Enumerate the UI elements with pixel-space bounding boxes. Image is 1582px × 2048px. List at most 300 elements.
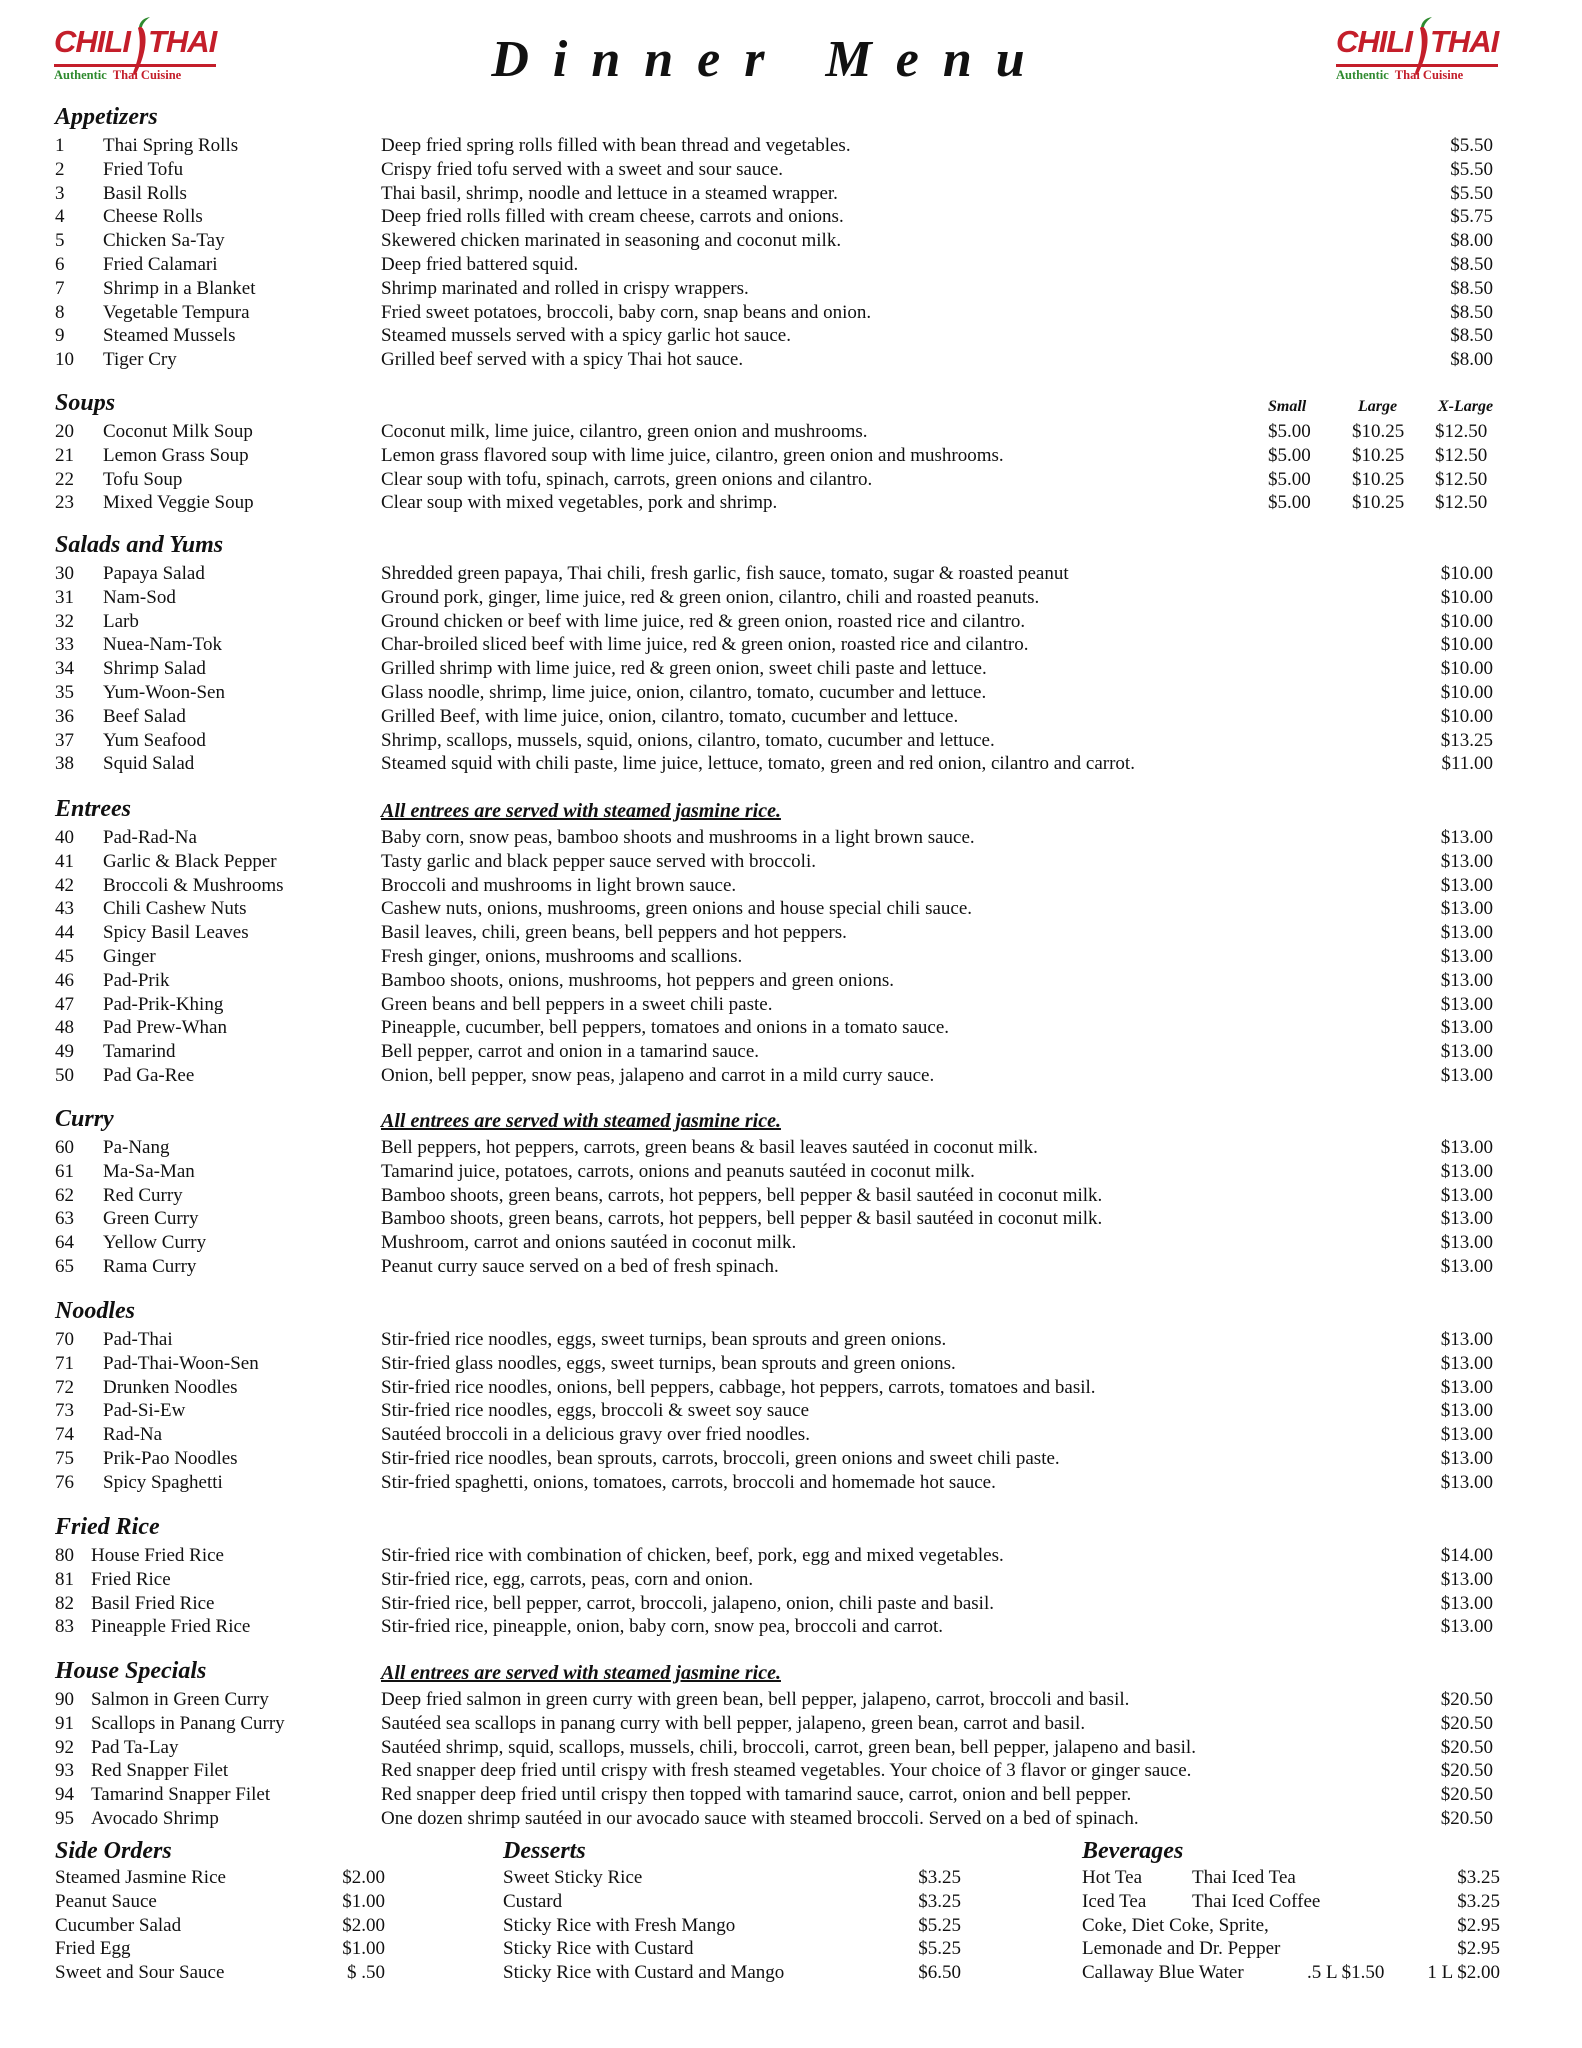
item-number: 45: [55, 945, 74, 967]
section-title: House Specials: [55, 1658, 207, 1684]
item-price: $20.50: [1440, 1760, 1493, 1782]
item-description: Stir-fried spaghetti, onions, tomatoes, carrots, broccoli and homemade hot sauce.: [381, 1471, 996, 1493]
item-price: $8.00: [1450, 230, 1493, 252]
item-description: Ground pork, ginger, lime juice, red & green onion, cilantro, chili and roasted peanuts.: [381, 586, 1040, 608]
item-description: Bell pepper, carrot and onion in a tamarind sauce.: [381, 1041, 760, 1063]
item-name: Sticky Rice with Custard: [503, 1938, 694, 1960]
menu-item: [55, 1352, 1505, 1376]
noodles-list: [55, 1328, 1505, 1495]
item-name: Broccoli & Mushrooms: [103, 874, 284, 896]
item-price: $13.00: [1440, 1255, 1493, 1277]
menu-item: [55, 1688, 1505, 1712]
item-price: 1 L $2.00: [1427, 1962, 1500, 1984]
item-name: Custard: [503, 1890, 563, 1912]
menu-item: [55, 205, 1505, 229]
item-price: $13.00: [1440, 898, 1493, 920]
menu-item: [55, 1866, 385, 1890]
section-title: Noodles: [55, 1298, 135, 1324]
item-price: $10.00: [1440, 563, 1493, 584]
item-name: Pad-Rad-Na: [103, 827, 197, 848]
item-price: $13.00: [1440, 922, 1493, 944]
item-price-small: .5 L $1.50: [1307, 1962, 1385, 1984]
item-description: Grilled beef served with a spicy Thai hot sauce.: [381, 349, 744, 371]
item-price: $13.00: [1440, 1329, 1493, 1350]
item-description: Shredded green papaya, Thai chili, fresh garlic, fish sauce, tomato, sugar & roasted peanut: [381, 563, 1069, 584]
item-description: One dozen shrimp sautéed in our avocado sauce with steamed broccoli. Served on a bed of spinach.: [381, 1807, 1139, 1829]
menu-item: [55, 348, 1505, 372]
section-appetizers: [55, 104, 1505, 372]
item-description: Deep fried spring rolls filled with bean thread and vegetables.: [381, 135, 851, 156]
item-description: Stir-fried rice with combination of chicken, beef, pork, egg and mixed vegetables.: [381, 1545, 1004, 1566]
menu-item: [55, 752, 1505, 776]
menu-item: [55, 1592, 1505, 1616]
item-name: Callaway Blue Water: [1082, 1962, 1244, 1984]
item-price: $1.00: [342, 1890, 385, 1912]
item-price: $13.00: [1440, 993, 1493, 1015]
item-description: Sautéed broccoli in a delicious gravy over fried noodles.: [381, 1424, 810, 1446]
item-price: $5.50: [1450, 182, 1493, 204]
item-name: Pad Prew-Whan: [103, 1017, 227, 1039]
item-number: 5: [55, 230, 65, 252]
item-price: $13.00: [1440, 1447, 1493, 1469]
item-price: $13.00: [1440, 874, 1493, 896]
item-price: $13.25: [1440, 729, 1493, 751]
item-name: Pad Ta-Lay: [91, 1736, 179, 1758]
item-price: $13.00: [1440, 1616, 1493, 1638]
item-name: Green Curry: [103, 1208, 199, 1230]
item-name: Rad-Na: [103, 1424, 163, 1446]
item-description: Stir-fried glass noodles, eggs, sweet turnips, bean sprouts and green onions.: [381, 1352, 956, 1374]
item-price: $10.00: [1440, 658, 1493, 680]
item-number: 91: [55, 1712, 74, 1734]
item-description: Stir-fried rice noodles, eggs, broccoli & sweet soy sauce: [381, 1400, 810, 1422]
size-header-xlarge: X-Large: [1438, 398, 1494, 415]
item-description: Green beans and bell peppers in a sweet chili paste.: [381, 993, 773, 1015]
menu-item: [55, 969, 1505, 993]
item-name: Peanut Sauce: [55, 1890, 157, 1912]
item-price: $13.00: [1440, 850, 1493, 872]
item-price: $13.00: [1440, 1568, 1493, 1590]
item-number: 49: [55, 1041, 74, 1063]
item-name: Drunken Noodles: [103, 1376, 238, 1398]
menu-item: [55, 921, 1505, 945]
jasmine-rice-note: All entrees are served with steamed jasmine rice.: [381, 800, 781, 822]
item-number: 94: [55, 1784, 74, 1806]
curry-list: [55, 1136, 1505, 1279]
item-name: Lemon Grass Soup: [103, 444, 249, 466]
menu-item: [503, 1866, 963, 1890]
menu-item: [55, 1207, 1505, 1231]
menu-item: [1082, 1937, 1500, 1961]
menu-item: [55, 158, 1505, 182]
item-price: $10.00: [1440, 586, 1493, 608]
item-description: Lemon grass flavored soup with lime juice, cilantro, green onion and mushrooms.: [381, 444, 1004, 466]
menu-item: [55, 491, 1505, 515]
menu-item: [55, 1890, 385, 1914]
menu-item: [55, 633, 1505, 657]
menu-item: [55, 1376, 1505, 1400]
menu-item: [55, 1937, 385, 1961]
page-title: Dinner Menu: [491, 31, 1049, 88]
item-name: Pad Ga-Ree: [103, 1064, 195, 1086]
item-name: Ginger: [103, 945, 156, 967]
item-price: $10.00: [1440, 705, 1493, 727]
item-number: 33: [55, 634, 74, 656]
menu-item: [55, 610, 1505, 634]
menu-item: [55, 705, 1505, 729]
item-number: 21: [55, 444, 74, 466]
item-price: $13.00: [1440, 1592, 1493, 1614]
section-title: Entrees: [55, 796, 132, 822]
item-name-secondary: Thai Iced Tea: [1192, 1867, 1296, 1888]
item-name: Pad-Thai-Woon-Sen: [103, 1352, 259, 1374]
item-description: Crispy fried tofu served with a sweet and sour sauce.: [381, 158, 784, 180]
item-number: 31: [55, 586, 74, 608]
item-price: $2.95: [1457, 1938, 1500, 1960]
item-number: 50: [55, 1064, 74, 1086]
item-name: Rama Curry: [103, 1255, 197, 1277]
item-name: Pad-Si-Ew: [103, 1400, 186, 1422]
chili-thai-logo-right: [1336, 16, 1501, 86]
logo-wordmark: CHILI THAI: [1336, 24, 1499, 59]
item-number: 75: [55, 1447, 74, 1469]
menu-item: [1082, 1961, 1500, 1985]
item-name: Cheese Rolls: [103, 206, 203, 228]
item-number: 38: [55, 753, 74, 775]
item-number: 23: [55, 492, 74, 514]
item-description: Stir-fried rice noodles, bean sprouts, carrots, broccoli, green onions and sweet chili paste.: [381, 1447, 1060, 1469]
item-number: 37: [55, 729, 74, 751]
size-header-large: Large: [1358, 398, 1398, 415]
item-description: Grilled Beef, with lime juice, onion, cilantro, tomato, cucumber and lettuce.: [381, 705, 959, 727]
item-name: Nam-Sod: [103, 586, 176, 608]
house-specials-list: [55, 1688, 1505, 1831]
item-name: Tamarind Snapper Filet: [91, 1784, 271, 1806]
jasmine-rice-note: All entrees are served with steamed jasmine rice.: [381, 1110, 781, 1132]
item-description: Clear soup with tofu, spinach, carrots, green onions and cilantro.: [381, 468, 873, 490]
item-number: 20: [55, 421, 74, 442]
item-name: Tiger Cry: [103, 349, 177, 371]
item-price: $3.25: [918, 1867, 961, 1888]
item-number: 92: [55, 1736, 74, 1758]
item-description: Red snapper deep fried until crispy with fresh steamed vegetables. Your choice of 3 flavor or ginger sauce.: [381, 1760, 1192, 1782]
item-price: $3.25: [1457, 1890, 1500, 1912]
item-price: $13.00: [1440, 1137, 1493, 1158]
item-description: Stir-fried rice noodles, eggs, sweet turnips, bean sprouts and green onions.: [381, 1329, 947, 1350]
menu-item: [1082, 1914, 1500, 1938]
item-price: $6.50: [918, 1962, 961, 1984]
item-name: Prik-Pao Noodles: [103, 1447, 238, 1469]
item-price: $14.00: [1440, 1545, 1493, 1566]
price-large: $10.25: [1352, 492, 1405, 514]
price-small: $5.00: [1268, 492, 1311, 514]
menu-item: [55, 562, 1505, 586]
item-name: Salmon in Green Curry: [91, 1689, 269, 1710]
item-name: Cucumber Salad: [55, 1914, 182, 1936]
item-number: 82: [55, 1592, 74, 1614]
menu-item: [55, 1231, 1505, 1255]
item-price: $13.00: [1440, 1064, 1493, 1086]
item-name: Tofu Soup: [103, 468, 183, 490]
item-price: $13.00: [1440, 945, 1493, 967]
item-name: Lemonade and Dr. Pepper: [1082, 1938, 1281, 1960]
section-title: Beverages: [1082, 1838, 1184, 1864]
item-number: 72: [55, 1376, 74, 1398]
menu-item: [503, 1937, 963, 1961]
item-name: Scallops in Panang Curry: [91, 1712, 285, 1734]
item-description: Bamboo shoots, green beans, carrots, hot peppers, bell pepper & basil sautéed in coconut milk.: [381, 1184, 1103, 1206]
item-number: 7: [55, 277, 65, 299]
item-number: 48: [55, 1017, 74, 1039]
appetizers-list: [55, 134, 1505, 372]
item-number: 32: [55, 610, 74, 632]
item-description: Stir-fried rice, egg, carrots, peas, corn and onion.: [381, 1568, 754, 1590]
item-description: Stir-fried rice noodles, onions, bell peppers, cabbage, hot peppers, carrots, tomatoes and basil.: [381, 1376, 1096, 1398]
item-price: $13.00: [1440, 1424, 1493, 1446]
item-name: Sweet and Sour Sauce: [55, 1962, 225, 1984]
item-price: $ .50: [347, 1962, 385, 1984]
item-name: Tamarind: [103, 1041, 176, 1063]
item-number: 95: [55, 1807, 74, 1829]
item-name: Fried Egg: [55, 1938, 131, 1960]
fried-rice-list: [55, 1544, 1505, 1639]
item-price: $13.00: [1440, 1471, 1493, 1493]
item-description: Baby corn, snow peas, bamboo shoots and mushrooms in a light brown sauce.: [381, 827, 975, 848]
item-number: 60: [55, 1137, 74, 1158]
item-price: $13.00: [1440, 1376, 1493, 1398]
desserts-list: [503, 1866, 963, 1985]
menu-item: [55, 420, 1505, 444]
item-name: Coke, Diet Coke, Sprite,: [1082, 1914, 1269, 1936]
menu-item: [55, 444, 1505, 468]
item-name: Pad-Prik: [103, 969, 170, 991]
item-price: $8.50: [1450, 277, 1493, 299]
item-price: $13.00: [1440, 1400, 1493, 1422]
item-number: 42: [55, 874, 74, 896]
item-name: Steamed Mussels: [103, 325, 236, 347]
item-price: $13.00: [1440, 1041, 1493, 1063]
item-price: $10.00: [1440, 681, 1493, 703]
item-price: $1.00: [342, 1938, 385, 1960]
item-number: 64: [55, 1232, 74, 1254]
item-number: 41: [55, 850, 74, 872]
item-number: 63: [55, 1208, 74, 1230]
item-description: Deep fried rolls filled with cream cheese, carrots and onions.: [381, 206, 844, 228]
menu-item: [55, 1759, 1505, 1783]
item-description: Deep fried battered squid.: [381, 253, 579, 275]
menu-item: [55, 657, 1505, 681]
item-description: Peanut curry sauce served on a bed of fresh spinach.: [381, 1255, 779, 1277]
item-description: Broccoli and mushrooms in light brown sauce.: [381, 874, 737, 896]
item-number: 71: [55, 1352, 74, 1374]
item-number: 76: [55, 1471, 74, 1493]
section-title: Salads and Yums: [55, 532, 224, 558]
item-description: Bell peppers, hot peppers, carrots, green beans & basil leaves sautéed in coconut milk.: [381, 1137, 1038, 1158]
item-name: Nuea-Nam-Tok: [103, 634, 222, 656]
menu-item: [55, 253, 1505, 277]
menu-item: [55, 945, 1505, 969]
size-header-small: Small: [1268, 398, 1307, 415]
item-number: 8: [55, 301, 65, 323]
price-large: $10.25: [1352, 444, 1405, 466]
logo-underline: [1336, 64, 1498, 67]
item-name: Thai Spring Rolls: [103, 135, 239, 156]
item-description: Tamarind juice, potatoes, carrots, onions and peanuts sautéed in coconut milk.: [381, 1160, 975, 1182]
menu-item: [55, 874, 1505, 898]
item-number: 74: [55, 1424, 74, 1446]
item-price: $11.00: [1441, 753, 1493, 775]
item-number: 22: [55, 468, 74, 490]
item-description: Steamed mussels served with a spicy garlic hot sauce.: [381, 325, 791, 347]
item-name: Spicy Spaghetti: [103, 1471, 223, 1493]
item-name: Iced Tea: [1082, 1890, 1147, 1912]
price-xlarge: $12.50: [1435, 444, 1488, 466]
menu-item: [503, 1961, 963, 1985]
menu-item: [55, 1615, 1505, 1639]
item-name: Papaya Salad: [103, 563, 205, 584]
salads-list: [55, 562, 1505, 776]
menu-item: [55, 1399, 1505, 1423]
item-number: 73: [55, 1400, 74, 1422]
item-description: Coconut milk, lime juice, cilantro, green onion and mushrooms.: [381, 421, 868, 442]
item-description: Char-broiled sliced beef with lime juice, red & green onion, roasted rice and cilantro.: [381, 634, 1029, 656]
item-number: 6: [55, 253, 65, 275]
section-title: Desserts: [503, 1838, 586, 1864]
item-name: House Fried Rice: [91, 1545, 224, 1566]
menu-item: [55, 729, 1505, 753]
section-curry: [55, 1106, 1505, 1279]
item-price: $5.25: [918, 1938, 961, 1960]
section-fried-rice: [55, 1514, 1505, 1639]
item-description: Sautéed sea scallops in panang curry with bell pepper, jalapeno, green bean, carrot and basil.: [381, 1712, 1086, 1734]
item-description: Red snapper deep fried until crispy then topped with tamarind sauce, carrot, onion and bell pepper.: [381, 1784, 1132, 1806]
item-description: Steamed squid with chili paste, lime juice, lettuce, tomato, green and red onion, cilantro and carrot.: [381, 753, 1135, 775]
section-beverages: [1082, 1838, 1500, 1985]
menu-item: [55, 1447, 1505, 1471]
menu-item: [55, 1736, 1505, 1760]
item-number: 44: [55, 922, 74, 944]
item-name: Chicken Sa-Tay: [103, 230, 225, 252]
item-price: $13.00: [1440, 1352, 1493, 1374]
item-description: Shrimp, scallops, mussels, squid, onions, cilantro, tomato, cucumber and lettuce.: [381, 729, 995, 751]
item-number: 1: [55, 135, 65, 156]
item-description: Fried sweet potatoes, broccoli, baby corn, snap beans and onion.: [381, 301, 872, 323]
menu-item: [1082, 1890, 1500, 1914]
menu-item: [55, 229, 1505, 253]
item-name: Basil Rolls: [103, 182, 187, 204]
item-number: 34: [55, 658, 74, 680]
menu-item: [55, 1471, 1505, 1495]
soups-list: [55, 420, 1505, 515]
item-price: $5.25: [918, 1914, 961, 1936]
item-price: $5.50: [1450, 158, 1493, 180]
item-number: 4: [55, 206, 65, 228]
beverages-list: [1082, 1866, 1500, 1985]
item-price: $8.50: [1450, 253, 1493, 275]
logo-tagline: Authentic Thai Cuisine: [1336, 68, 1464, 82]
item-number: 80: [55, 1545, 74, 1566]
section-desserts: [503, 1838, 963, 1985]
item-description: Skewered chicken marinated in seasoning and coconut milk.: [381, 230, 842, 252]
section-title: Fried Rice: [55, 1514, 160, 1540]
item-number: 70: [55, 1329, 74, 1350]
item-name: Larb: [103, 610, 139, 632]
item-number: 81: [55, 1568, 74, 1590]
item-name: Sweet Sticky Rice: [503, 1867, 643, 1888]
item-description: Sautéed shrimp, squid, scallops, mussels, chili, broccoli, carrot, green bean, bell pepper, jalapeno and basil.: [381, 1736, 1196, 1758]
logo-tagline: Authentic Thai Cuisine: [54, 68, 182, 82]
item-name: Ma-Sa-Man: [103, 1160, 195, 1182]
section-soups: [55, 390, 1505, 515]
menu-item: [55, 324, 1505, 348]
menu-item: [55, 1914, 385, 1938]
item-price: $20.50: [1440, 1689, 1493, 1710]
menu-item: [55, 1016, 1505, 1040]
item-number: 46: [55, 969, 74, 991]
item-price: $10.00: [1440, 610, 1493, 632]
item-number: 83: [55, 1616, 74, 1638]
menu-item: [55, 1255, 1505, 1279]
item-description: Onion, bell pepper, snow peas, jalapeno and carrot in a mild curry sauce.: [381, 1064, 935, 1086]
price-large: $10.25: [1352, 468, 1405, 490]
item-number: 62: [55, 1184, 74, 1206]
menu-item: [55, 1783, 1505, 1807]
side-orders-list: [55, 1866, 385, 1985]
chili-thai-logo-left: [54, 16, 219, 86]
menu-item: [55, 134, 1505, 158]
item-number: 35: [55, 681, 74, 703]
item-description: Basil leaves, chili, green beans, bell peppers and hot peppers.: [381, 922, 847, 944]
item-description: Bamboo shoots, green beans, carrots, hot peppers, bell pepper & basil sautéed in coconut milk.: [381, 1208, 1103, 1230]
item-name: Pa-Nang: [103, 1137, 170, 1158]
item-name: Avocado Shrimp: [91, 1807, 219, 1829]
item-name: Sticky Rice with Fresh Mango: [503, 1914, 736, 1936]
section-side-orders: [55, 1838, 385, 1985]
item-name: Chili Cashew Nuts: [103, 898, 247, 920]
menu-item: [55, 1807, 1505, 1831]
item-name: Yum-Woon-Sen: [103, 681, 225, 703]
item-name: Hot Tea: [1082, 1867, 1143, 1888]
item-name: Pad-Thai: [103, 1329, 173, 1350]
item-name: Fried Tofu: [103, 158, 184, 180]
item-description: Stir-fried rice, pineapple, onion, baby corn, snow pea, broccoli and carrot.: [381, 1616, 944, 1638]
item-name: Shrimp Salad: [103, 658, 206, 680]
item-name: Sticky Rice with Custard and Mango: [503, 1962, 785, 1984]
item-number: 65: [55, 1255, 74, 1277]
item-name: Red Curry: [103, 1184, 183, 1206]
item-description: Thai basil, shrimp, noodle and lettuce in a steamed wrapper.: [381, 182, 838, 204]
price-xlarge: $12.50: [1435, 492, 1488, 514]
item-description: Fresh ginger, onions, mushrooms and scallions.: [381, 945, 743, 967]
item-price: $13.00: [1440, 827, 1493, 848]
item-name: Yum Seafood: [103, 729, 206, 751]
price-xlarge: $12.50: [1435, 468, 1488, 490]
item-number: 40: [55, 827, 74, 848]
item-price: $13.00: [1440, 1017, 1493, 1039]
item-name: Mixed Veggie Soup: [103, 492, 254, 514]
section-title: Appetizers: [55, 104, 158, 130]
menu-item: [55, 1040, 1505, 1064]
item-name: Shrimp in a Blanket: [103, 277, 256, 299]
item-number: 2: [55, 158, 65, 180]
logo-wordmark: CHILI THAI: [54, 24, 217, 59]
menu-item: [55, 1184, 1505, 1208]
item-price: $20.50: [1440, 1736, 1493, 1758]
item-number: 90: [55, 1689, 74, 1710]
item-number: 43: [55, 898, 74, 920]
item-number: 3: [55, 182, 65, 204]
item-price: $8.50: [1450, 325, 1493, 347]
